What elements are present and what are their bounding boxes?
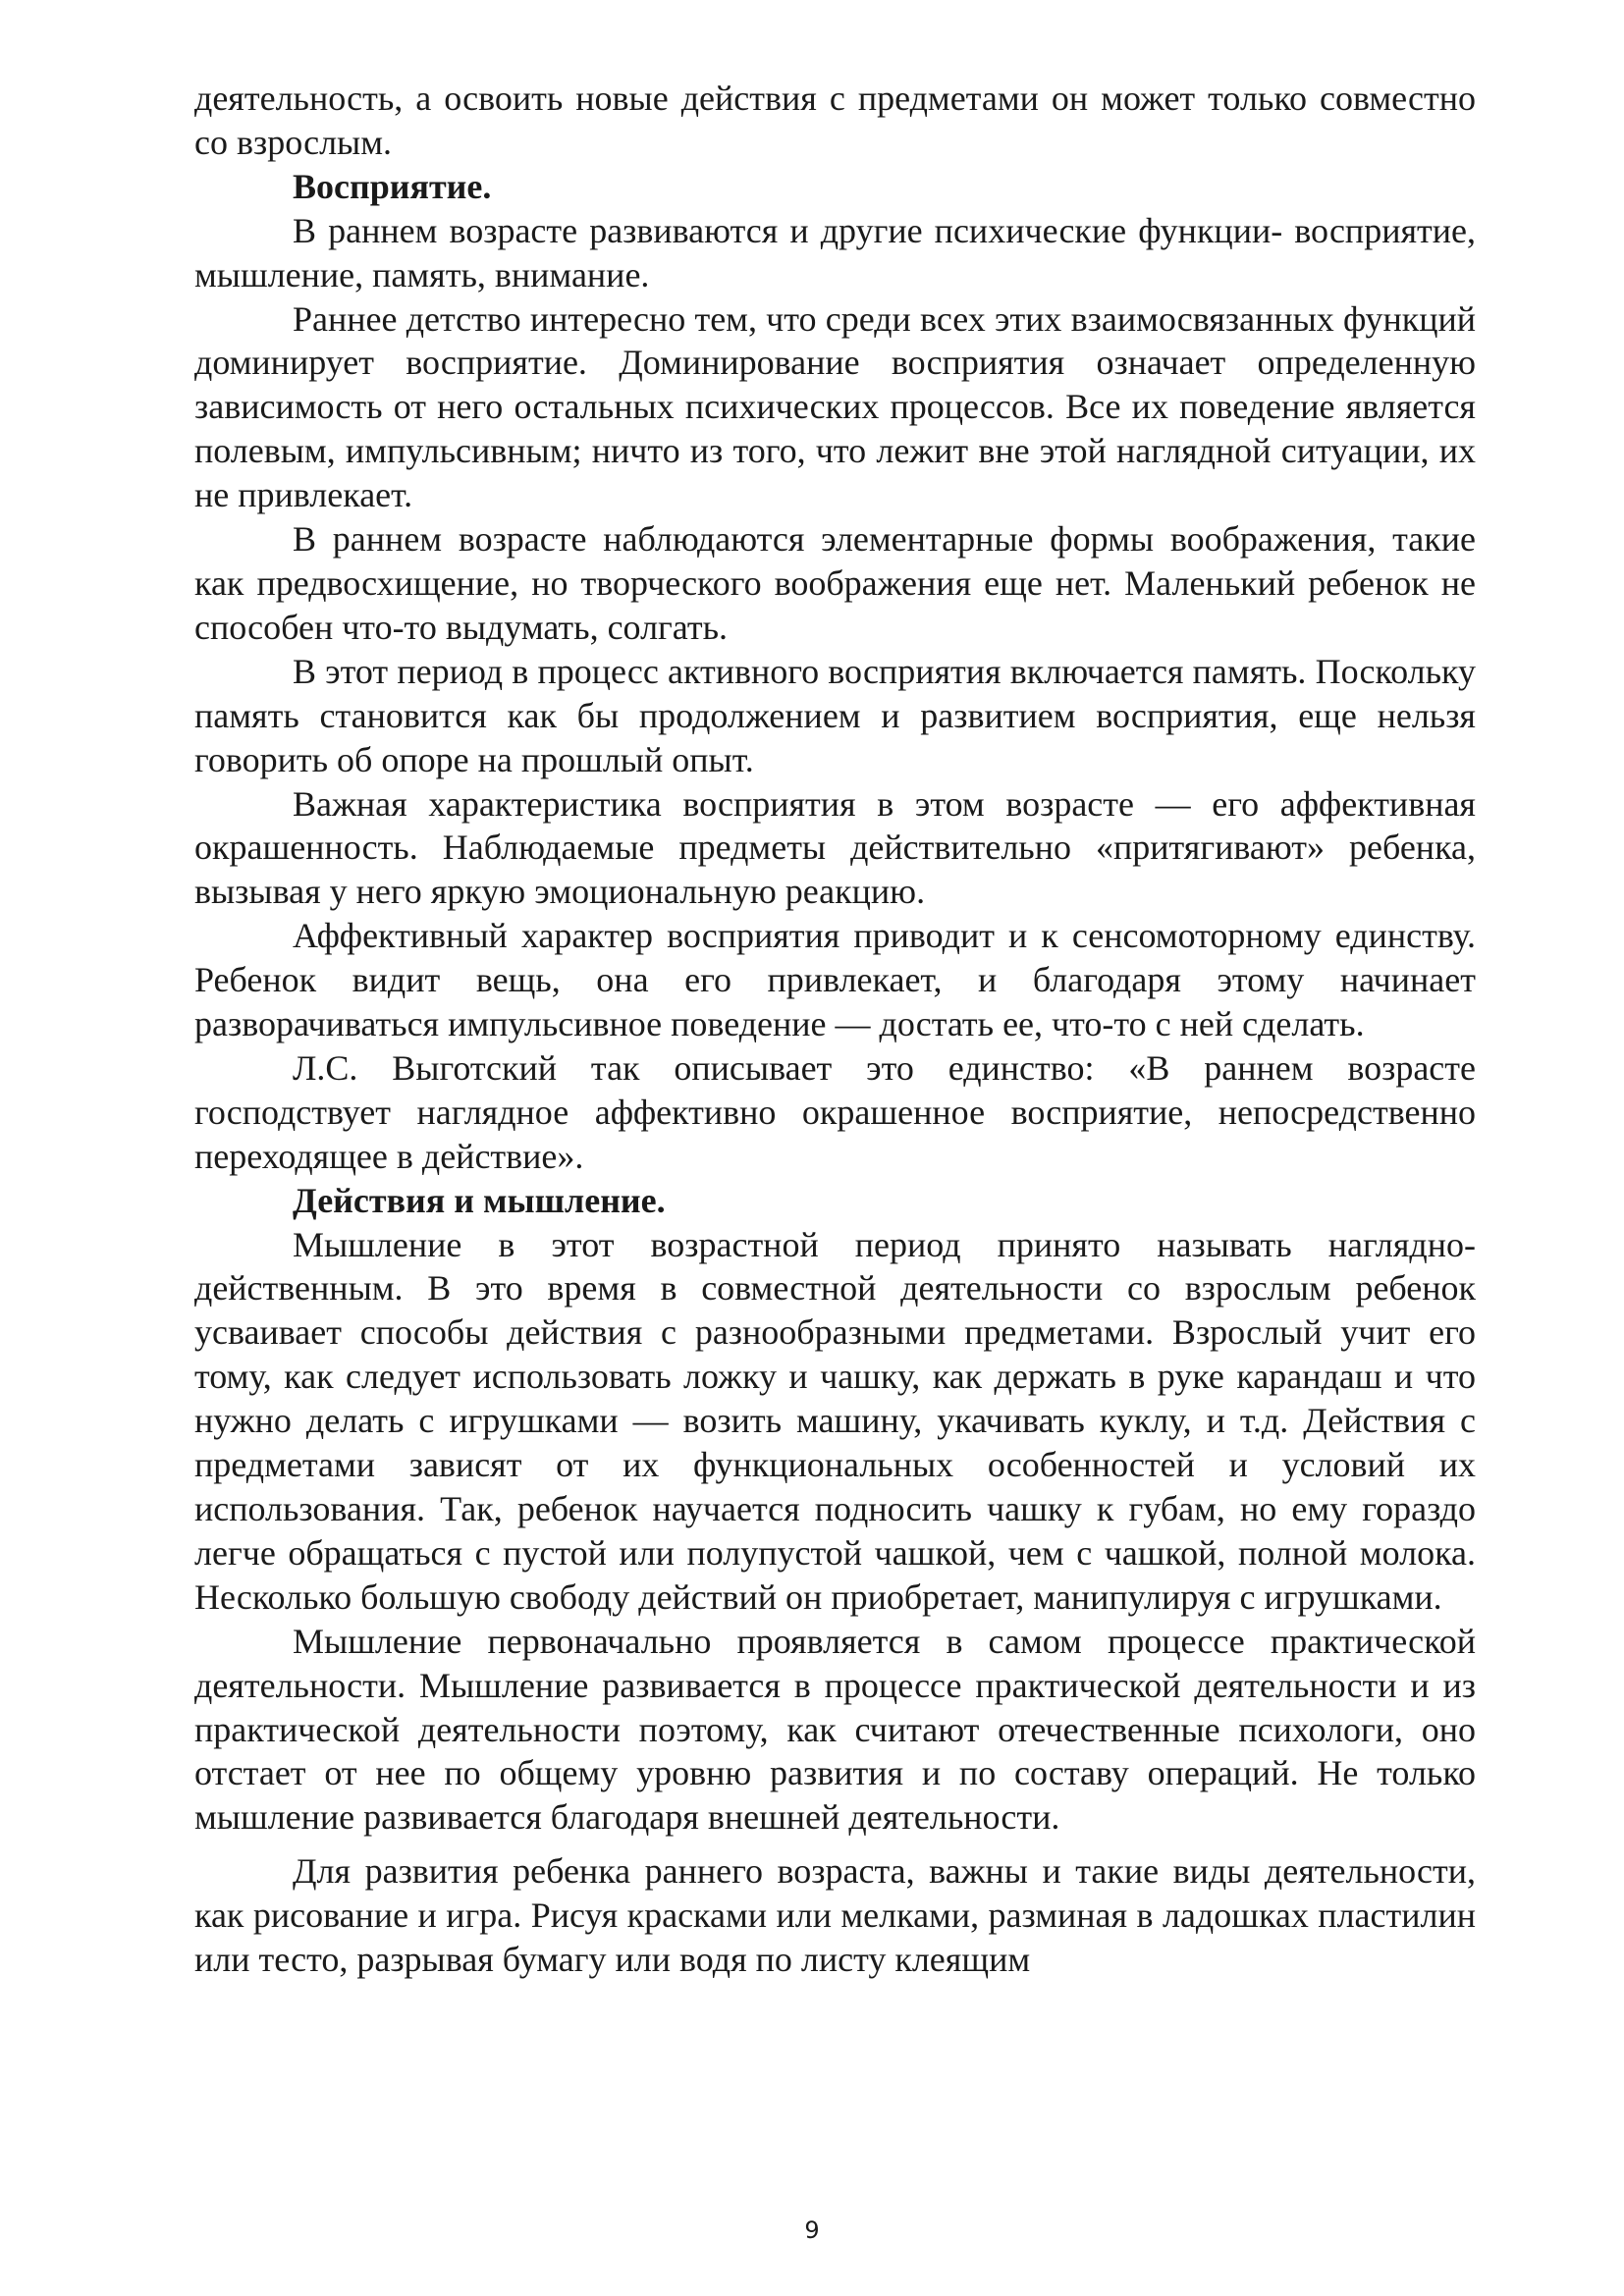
paragraph-5: В этот период в процесс активного восприятия включается память. Поскольку память становится как бы продолжением и развитием восприятия, еще нельзя говорить об опоре на прошлый опыт. xyxy=(194,651,1476,779)
paragraph-3: Раннее детство интересно тем, что среди всех этих взаимосвязанных функций доминирует восприятие. Доминирование восприятия означает определенную зависимость от него остальных психических процессов. Все их поведение является полевым, импульсивным; ничто из того, что лежит вне этой наглядной ситуации, их не привлекает. xyxy=(194,298,1476,515)
paragraph-10: Мышление первоначально проявляется в самом процессе практической деятельности. Мышление развивается в процессе практической деятельности и из практической деятельности поэтому, как считают отечественные психологи, оно отстает от нее по общему уровню развития и по составу операций. Не только мышление развивается благодаря внешней деятельности. xyxy=(194,1621,1476,1838)
section-heading-actions-thinking: Действия и мышление. xyxy=(293,1180,666,1220)
document-page xyxy=(194,77,1476,1982)
paragraph-11: Для развития ребенка раннего возраста, важны и такие виды деятельности, как рисование и игра. Рисуя красками или мелками, разминая в ладошках пластилин или тесто, разрывая бумагу или водя по листу клеящим xyxy=(194,1851,1476,1980)
paragraph-2: В раннем возрасте развиваются и другие психические функции- восприятие, мышление, память, внимание. xyxy=(194,210,1476,294)
paragraph-7: Аффективный характер восприятия приводит и к сенсомоторному единству. Ребенок видит вещь, она его привлекает, и благодаря этому начинает разворачиваться импульсивное поведение — достать ее, что-то с ней сделать. xyxy=(194,916,1476,1044)
page-number: 9 xyxy=(804,2216,820,2244)
paragraph-9: Мышление в этот возрастной период принято называть наглядно-действенным. В это время в совместной деятельности со взрослым ребенок усваивает способы действия с разнообразными предметами. Взрослый учит его тому, как следует использовать ложку и чашку, как держать в руке карандаш и что нужно делать с игрушками — возить машину, укачивать куклу, и т.д. Действия с предметами зависят от их функциональных особенностей и условий их использования. Так, ребенок научается подносить чашку к губам, но ему гораздо легче обращаться с пустой или полупустой чашкой, чем с чашкой, полной молока. Несколько большую свободу действий он приобретает, манипулируя с игрушками. xyxy=(194,1224,1476,1617)
section-heading-perception: Восприятие. xyxy=(293,166,492,206)
paragraph-8: Л.С. Выготский так описывает это единство: «В раннем возрасте господствует наглядное аффективно окрашенное восприятие, непосредственно переходящее в действие». xyxy=(194,1047,1476,1176)
paragraph-4: В раннем возрасте наблюдаются элементарные формы воображения, такие как предвосхищение, но творческого воображения еще нет. Маленький ребенок не способен что-то выдумать, солгать. xyxy=(194,519,1476,647)
paragraph-6: Важная характеристика восприятия в этом возрасте — его аффективная окрашенность. Наблюдаемые предметы действительно «притягивают» ребенка, вызывая у него яркую эмоциональную реакцию. xyxy=(194,783,1476,912)
paragraph-1: деятельность, а освоить новые действия с предметами он может только совместно со взрослым. xyxy=(194,79,1476,162)
